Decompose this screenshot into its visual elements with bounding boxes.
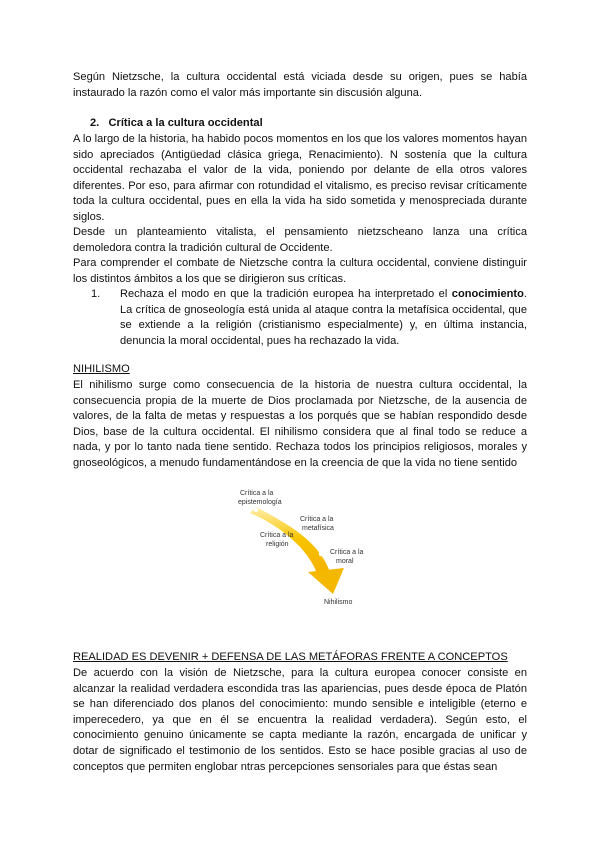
diagram-label-epistemology-2: epistemología <box>238 499 282 506</box>
realidad-paragraph: De acuerdo con la visión de Nietzsche, para la cultura europea conocer consiste en alcanzar la realidad verdadera escondida tras las apariencias, pues desde época de Platón se han diferenciado dos planos del conocimiento: mundo sensible e inteligible (eterno e imperecedero, ya que en él se encuentra la realidad verdadera). Según esto, el conocimiento genuino únicamente se capta mediante la razón, encargada de unificar y dotar de significado el testimonio de los sentidos. Esto se hace posible gracias al uso de conceptos que permiten englobar ntras percepciones sensoriales para que éstas sean <box>73 667 527 773</box>
section-heading <box>90 116 520 132</box>
diagram-label-moral-1: Crítica a la <box>330 549 364 556</box>
nihilism-diagram <box>220 480 390 610</box>
intro-paragraph: Según Nietzsche, la cultura occidental está viciada desde su origen, pues se había instaurado la razón como el valor más importante sin discusión alguna. <box>73 71 527 99</box>
section-paragraph-3: Para comprender el combate de Nietzsche contra la cultura occidental, conviene distinguir los distintos ámbitos a los que se dirigieron sus críticas. <box>73 257 527 285</box>
diagram-label-metaphysics-2: metafísica <box>302 525 334 532</box>
list-item-text-end: . La crítica de gnoseología está unida al ataque contra la metafísica occidental, que se extiende a la religión (cristianismo especialmente) y, en última instancia, denuncia la moral occidental, pues ha rechazado la vida. <box>120 288 527 347</box>
section-title: Crítica a la cultura occidental <box>108 117 263 129</box>
diagram-dot-epistemology <box>254 508 258 512</box>
nihilismo-paragraph: El nihilismo surge como consecuencia de la historia de nuestra cultura occidental, la consecuencia propia de la muerte de Dios proclamada por Nietzsche, de la ausencia de valores, de la falta de metas y respuestas a los porqués que se habían respondido desde Dios, base de la cultura occidental. El nihilismo considera que al final todo se reduce a nada, y por lo tanto nada tiene sentido. Rechaza todos los principios religiosos, morales y gnoseológicos, a menudo fundamentándose en la creencia de que la vida no tiene sentido <box>73 379 527 469</box>
section-paragraph-1: A lo largo de la historia, ha habido pocos momentos en los que los valores momentos hayan sido apreciados (Antigüedad clásica griega, Renacimiento). N sostenía que la cultura occidental rechazaba el valor de la vida, poniendo por delante de ella otros valores diferentes. Por eso, para afirmar con rotundidad el vitalismo, es preciso revisar críticamente toda la cultura occidental, pues en ella la vida ha sido sometida y menospreciada durante siglos. <box>73 133 527 223</box>
list-item-bold: conocimiento <box>451 288 524 300</box>
diagram-label-religion-1: Crítica a la <box>260 532 294 539</box>
diagram-dot-metaphysics <box>294 522 298 526</box>
section-paragraph-2: Desde un planteamiento vitalista, el pensamiento nietzscheano lanza una crítica demoledora contra la tradición cultural de Occidente. <box>73 226 527 254</box>
curved-arrow-head <box>308 568 344 594</box>
list-item-text-start: Rechaza el modo en que la tradición europea ha interpretado el <box>120 288 452 300</box>
diagram-dot-moral <box>319 552 323 556</box>
diagram-label-moral-2: moral <box>336 558 354 565</box>
nihilismo-title: NIHILISMO <box>73 363 130 375</box>
diagram-label-nihilism: Nihilismo <box>324 599 353 606</box>
section-number: 2. <box>90 117 100 129</box>
diagram-label-religion-2: religión <box>266 541 289 548</box>
diagram-label-metaphysics-1: Crítica a la <box>300 516 334 523</box>
list-item-number: 1. <box>91 288 101 300</box>
realidad-title: REALIDAD ES DEVENIR + DEFENSA DE LAS METÁFORAS FRENTE A CONCEPTOS <box>73 651 508 663</box>
list-item <box>120 287 527 349</box>
diagram-label-epistemology-1: Crítica a la <box>240 490 274 497</box>
